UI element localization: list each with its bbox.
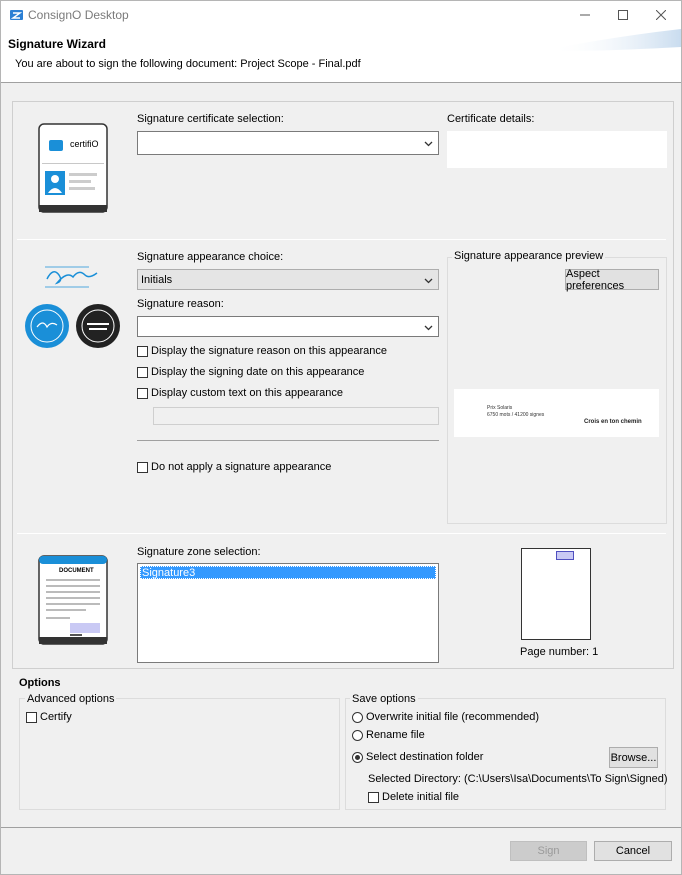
title-bar [1, 1, 681, 29]
no-appearance-label: Do not apply a signature appearance [151, 461, 332, 473]
certify-label[interactable]: Certify [40, 711, 72, 723]
browse-button[interactable]: Browse... [609, 747, 658, 768]
preview-line2: 6750 mots / 41200 signes [487, 412, 545, 418]
delete-initial-checkbox[interactable] [368, 792, 379, 803]
selected-directory-text: Selected Directory: (C:\Users\Isa\Documents\To Sign\Signed) [368, 773, 668, 785]
wizard-title: Signature Wizard [8, 37, 106, 51]
page-thumbnail [521, 548, 591, 640]
appearance-choice-value: Initials [141, 274, 173, 286]
appearance-divider [137, 440, 439, 441]
display-custom-text-label: Display custom text on this appearance [151, 387, 343, 399]
minimize-button[interactable] [566, 1, 604, 29]
close-icon [656, 10, 666, 20]
custom-text-input[interactable] [153, 407, 439, 425]
certify-checkbox[interactable] [26, 712, 37, 723]
wizard-header [1, 29, 681, 83]
chevron-down-icon [424, 276, 433, 285]
maximize-button[interactable] [604, 1, 642, 29]
certificate-card-brand: certifiO [70, 139, 99, 149]
maximize-icon [618, 10, 628, 20]
signature-zone-label: Signature zone selection: [137, 546, 261, 558]
display-reason-checkbox[interactable] [137, 346, 148, 357]
document-card-title: DOCUMENT [59, 568, 94, 574]
appearance-preview-label: Signature appearance preview [454, 250, 604, 262]
no-appearance-checkbox[interactable] [137, 462, 148, 473]
select-folder-label[interactable]: Select destination folder [366, 751, 484, 763]
appearance-preview-box [454, 389, 659, 437]
signature-reason-label: Signature reason: [137, 298, 224, 310]
consigno-app-icon [10, 9, 23, 21]
display-date-checkbox[interactable] [137, 367, 148, 378]
sign-button[interactable]: Sign [510, 841, 587, 861]
chevron-down-icon [424, 323, 433, 332]
certificate-card-icon [38, 123, 108, 213]
certificate-selection-label: Signature certificate selection: [137, 113, 284, 125]
preview-signature-text: Crois en ton chemin [584, 419, 642, 425]
signature-zone-item[interactable]: Signature3 [140, 566, 436, 579]
cancel-button[interactable]: Cancel [594, 841, 672, 861]
advanced-options-title: Advanced options [27, 693, 115, 705]
header-decoration [551, 29, 681, 83]
signature-zone-marker [556, 551, 574, 560]
section-divider [17, 533, 666, 534]
rename-label[interactable]: Rename file [366, 729, 425, 741]
signature-badges-icon [23, 261, 123, 351]
minimize-icon [580, 10, 590, 20]
chevron-down-icon [424, 139, 433, 148]
app-title: ConsignO Desktop [28, 8, 129, 22]
page-number-label: Page number: 1 [520, 646, 599, 658]
close-button[interactable] [642, 1, 680, 29]
rename-radio[interactable] [352, 730, 363, 741]
section-divider [17, 239, 666, 240]
display-custom-text-checkbox[interactable] [137, 388, 148, 399]
delete-initial-label[interactable]: Delete initial file [382, 791, 460, 803]
aspect-preferences-button[interactable]: Aspect preferences [565, 269, 659, 290]
overwrite-radio[interactable] [352, 712, 363, 723]
signature-reason-select[interactable] [137, 316, 439, 337]
certificate-details-label: Certificate details: [447, 113, 535, 125]
appearance-choice-label: Signature appearance choice: [137, 251, 284, 263]
signature-zone-list[interactable] [137, 563, 439, 663]
overwrite-label[interactable]: Overwrite initial file (recommended) [366, 711, 539, 723]
wizard-subtitle: You are about to sign the following document: Project Scope - Final.pdf [15, 58, 361, 70]
save-options-title: Save options [352, 693, 416, 705]
display-reason-label: Display the signature reason on this appearance [151, 345, 388, 357]
appearance-choice-select[interactable] [137, 269, 439, 290]
footer-divider [1, 827, 681, 828]
preview-line1: Prix Solaris [487, 405, 513, 411]
options-title: Options [19, 677, 61, 689]
certificate-details-box [447, 131, 667, 168]
display-date-label: Display the signing date on this appearance [151, 366, 365, 378]
select-folder-radio[interactable] [352, 752, 363, 763]
certificate-select[interactable] [137, 131, 439, 155]
